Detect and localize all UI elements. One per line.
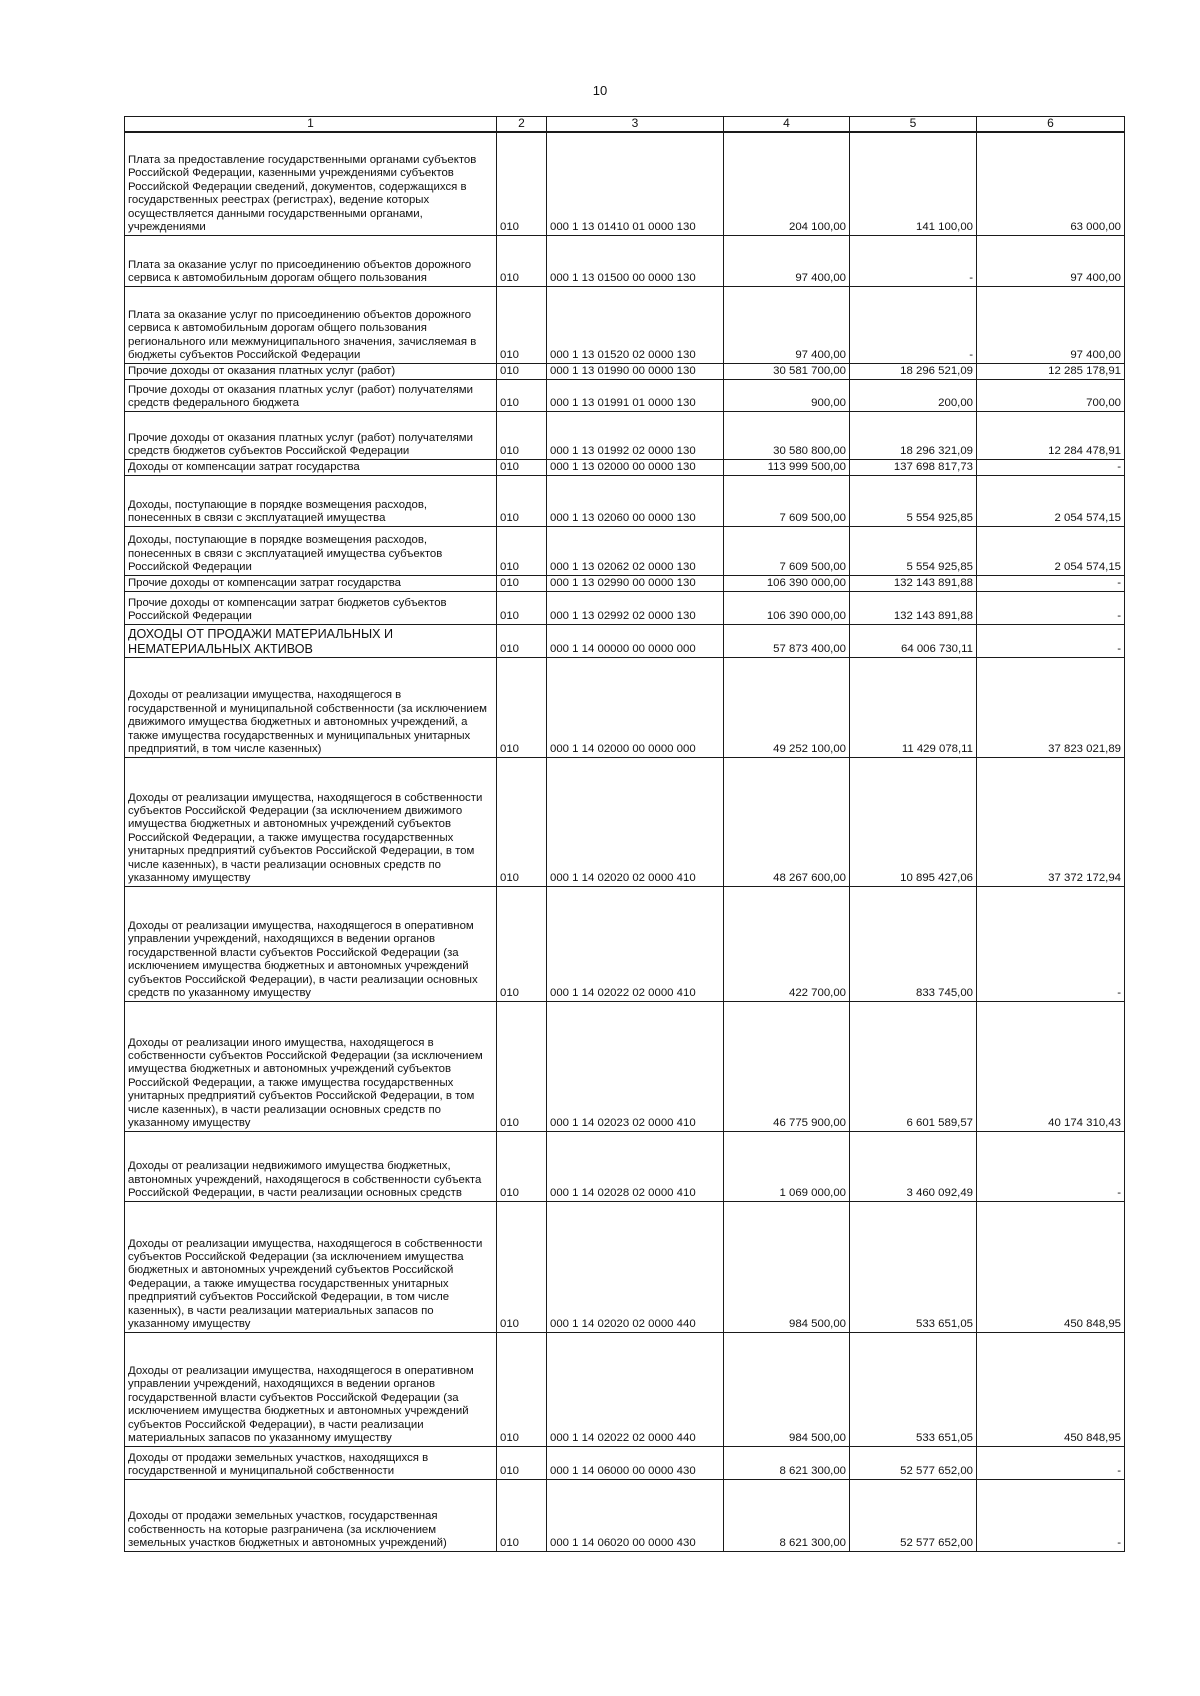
budget-classification-code: 000 1 14 02020 02 0000 410 — [547, 757, 724, 886]
header-col-6: 6 — [977, 117, 1125, 133]
revenue-name: Доходы от продажи земельных участков, находящихся в государственной и муниципальной собственности — [125, 1446, 497, 1479]
line-code: 010 — [497, 1001, 547, 1131]
unexecuted-amount: 97 400,00 — [977, 286, 1125, 363]
table-row — [125, 363, 1125, 379]
table-row — [125, 132, 1125, 235]
table-row — [125, 757, 1125, 886]
line-code: 010 — [497, 411, 547, 459]
header-col-4: 4 — [724, 117, 850, 133]
line-code: 010 — [497, 575, 547, 591]
line-code: 010 — [497, 132, 547, 235]
unexecuted-amount: 63 000,00 — [977, 132, 1125, 235]
line-code: 010 — [497, 379, 547, 411]
revenue-name: Прочие доходы от оказания платных услуг (работ) получателями средств федерального бюджета — [125, 379, 497, 411]
budget-classification-code: 000 1 14 06000 00 0000 430 — [547, 1446, 724, 1479]
line-code: 010 — [497, 1479, 547, 1551]
approved-amount: 30 581 700,00 — [724, 363, 850, 379]
executed-amount: 3 460 092,49 — [850, 1131, 977, 1201]
executed-amount: 64 006 730,11 — [850, 624, 977, 657]
unexecuted-amount: 40 174 310,43 — [977, 1001, 1125, 1131]
unexecuted-amount: 37 823 021,89 — [977, 657, 1125, 757]
line-code: 010 — [497, 657, 547, 757]
revenue-name: Плата за предоставление государственными органами субъектов Российской Федерации, казенными учреждениями субъектов Российской Федерации сведений, документов, содержащихся в государственных реестрах (регистрах), ведение которых осуществляется данными государственными органами, учреждениями — [125, 132, 497, 235]
line-code: 010 — [497, 624, 547, 657]
executed-amount: - — [850, 235, 977, 286]
line-code: 010 — [497, 1131, 547, 1201]
approved-amount: 113 999 500,00 — [724, 459, 850, 475]
approved-amount: 106 390 000,00 — [724, 575, 850, 591]
executed-amount: 137 698 817,73 — [850, 459, 977, 475]
line-code: 010 — [497, 1201, 547, 1332]
approved-amount: 46 775 900,00 — [724, 1001, 850, 1131]
executed-amount: 533 651,05 — [850, 1332, 977, 1446]
executed-amount: 52 577 652,00 — [850, 1479, 977, 1551]
revenue-name: Прочие доходы от компенсации затрат государства — [125, 575, 497, 591]
revenue-name: Доходы от реализации недвижимого имущества бюджетных, автономных учреждений, находящегося в собственности субъекта Российской Федерации, в части реализации основных средств — [125, 1131, 497, 1201]
approved-amount: 984 500,00 — [724, 1201, 850, 1332]
budget-classification-code: 000 1 13 01500 00 0000 130 — [547, 235, 724, 286]
revenue-name: Прочие доходы от оказания платных услуг (работ) — [125, 363, 497, 379]
table-header — [125, 117, 1125, 133]
executed-amount: 533 651,05 — [850, 1201, 977, 1332]
budget-classification-code: 000 1 13 01520 02 0000 130 — [547, 286, 724, 363]
executed-amount: 10 895 427,06 — [850, 757, 977, 886]
line-code: 010 — [497, 459, 547, 475]
revenue-name: Доходы от реализации имущества, находящегося в собственности субъектов Российской Федерации (за исключением имущества бюджетных и автономных учреждений субъектов Российской Федерации, а также имущества государственных унитарных предприятий субъектов Российской Федерации, в том числе казенных), в части реализации материальных запасов по указанному имуществу — [125, 1201, 497, 1332]
revenue-name: Прочие доходы от оказания платных услуг (работ) получателями средств бюджетов субъектов Российской Федерации — [125, 411, 497, 459]
unexecuted-amount: 97 400,00 — [977, 235, 1125, 286]
approved-amount: 422 700,00 — [724, 886, 850, 1001]
table-row — [125, 1446, 1125, 1479]
line-code: 010 — [497, 591, 547, 624]
unexecuted-amount: 2 054 574,15 — [977, 526, 1125, 575]
table-row — [125, 591, 1125, 624]
approved-amount: 48 267 600,00 — [724, 757, 850, 886]
unexecuted-amount: - — [977, 886, 1125, 1001]
table-row — [125, 459, 1125, 475]
executed-amount: - — [850, 286, 977, 363]
table-row — [125, 1332, 1125, 1446]
header-col-1: 1 — [125, 117, 497, 133]
unexecuted-amount: - — [977, 575, 1125, 591]
approved-amount: 900,00 — [724, 379, 850, 411]
line-code: 010 — [497, 235, 547, 286]
header-col-2: 2 — [497, 117, 547, 133]
line-code: 010 — [497, 475, 547, 526]
budget-classification-code: 000 1 14 02028 02 0000 410 — [547, 1131, 724, 1201]
executed-amount: 5 554 925,85 — [850, 526, 977, 575]
executed-amount: 6 601 589,57 — [850, 1001, 977, 1131]
unexecuted-amount: 37 372 172,94 — [977, 757, 1125, 886]
unexecuted-amount: - — [977, 591, 1125, 624]
approved-amount: 97 400,00 — [724, 286, 850, 363]
budget-classification-code: 000 1 14 02000 00 0000 000 — [547, 657, 724, 757]
revenue-name: Доходы от реализации имущества, находящегося в оперативном управлении учреждений, находящихся в ведении органов государственной власти субъектов Российской Федерации (за исключением имущества бюджетных и автономных учреждений субъектов Российской Федерации), в части реализации материальных запасов по указанному имуществу — [125, 1332, 497, 1446]
approved-amount: 984 500,00 — [724, 1332, 850, 1446]
executed-amount: 18 296 521,09 — [850, 363, 977, 379]
budget-classification-code: 000 1 14 02022 02 0000 410 — [547, 886, 724, 1001]
budget-classification-code: 000 1 13 02992 02 0000 130 — [547, 591, 724, 624]
table-row — [125, 624, 1125, 657]
unexecuted-amount: 700,00 — [977, 379, 1125, 411]
table-row — [125, 286, 1125, 363]
revenue-name: Доходы от реализации имущества, находящегося в собственности субъектов Российской Федерации (за исключением движимого имущества бюджетных и автономных учреждений субъектов Российской Федерации, а также имущества государственных унитарных предприятий субъектов Российской Федерации, в том числе казенных), в части реализации основных средств по указанному имуществу — [125, 757, 497, 886]
budget-classification-code: 000 1 14 02020 02 0000 440 — [547, 1201, 724, 1332]
budget-classification-code: 000 1 14 06020 00 0000 430 — [547, 1479, 724, 1551]
unexecuted-amount: - — [977, 1446, 1125, 1479]
executed-amount: 833 745,00 — [850, 886, 977, 1001]
unexecuted-amount: 450 848,95 — [977, 1201, 1125, 1332]
revenue-name: ДОХОДЫ ОТ ПРОДАЖИ МАТЕРИАЛЬНЫХ И НЕМАТЕРИАЛЬНЫХ АКТИВОВ — [125, 624, 497, 657]
line-code: 010 — [497, 363, 547, 379]
unexecuted-amount: 450 848,95 — [977, 1332, 1125, 1446]
budget-classification-code: 000 1 13 01992 02 0000 130 — [547, 411, 724, 459]
approved-amount: 30 580 800,00 — [724, 411, 850, 459]
executed-amount: 11 429 078,11 — [850, 657, 977, 757]
approved-amount: 204 100,00 — [724, 132, 850, 235]
header-col-5: 5 — [850, 117, 977, 133]
unexecuted-amount: - — [977, 1479, 1125, 1551]
unexecuted-amount: - — [977, 1131, 1125, 1201]
line-code: 010 — [497, 286, 547, 363]
table-row — [125, 475, 1125, 526]
table-row — [125, 235, 1125, 286]
budget-classification-code: 000 1 14 00000 00 0000 000 — [547, 624, 724, 657]
executed-amount: 141 100,00 — [850, 132, 977, 235]
table-row — [125, 526, 1125, 575]
budget-classification-code: 000 1 13 01991 01 0000 130 — [547, 379, 724, 411]
revenue-name: Доходы от реализации имущества, находящегося в оперативном управлении учреждений, находящихся в ведении органов государственной власти субъектов Российской Федерации (за исключением имущества бюджетных и автономных учреждений субъектов Российской Федерации), в части реализации основных средств по указанному имуществу — [125, 886, 497, 1001]
revenue-name: Прочие доходы от компенсации затрат бюджетов субъектов Российской Федерации — [125, 591, 497, 624]
approved-amount: 7 609 500,00 — [724, 526, 850, 575]
revenue-name: Доходы, поступающие в порядке возмещения расходов, понесенных в связи с эксплуатацией имущества — [125, 475, 497, 526]
line-code: 010 — [497, 526, 547, 575]
approved-amount: 1 069 000,00 — [724, 1131, 850, 1201]
budget-classification-code: 000 1 14 02023 02 0000 410 — [547, 1001, 724, 1131]
table-row — [125, 575, 1125, 591]
unexecuted-amount: 12 285 178,91 — [977, 363, 1125, 379]
budget-classification-code: 000 1 13 01990 00 0000 130 — [547, 363, 724, 379]
budget-classification-code: 000 1 13 02062 02 0000 130 — [547, 526, 724, 575]
line-code: 010 — [497, 757, 547, 886]
revenue-name: Плата за оказание услуг по присоединению объектов дорожного сервиса к автомобильным дорогам общего пользования — [125, 235, 497, 286]
table-row — [125, 1479, 1125, 1551]
table-row — [125, 1131, 1125, 1201]
line-code: 010 — [497, 1332, 547, 1446]
budget-classification-code: 000 1 13 02060 00 0000 130 — [547, 475, 724, 526]
unexecuted-amount: - — [977, 459, 1125, 475]
unexecuted-amount: - — [977, 624, 1125, 657]
table-body — [125, 132, 1125, 1551]
revenue-name: Доходы от компенсации затрат государства — [125, 459, 497, 475]
approved-amount: 49 252 100,00 — [724, 657, 850, 757]
revenue-name: Плата за оказание услуг по присоединению объектов дорожного сервиса к автомобильным дорогам общего пользования регионального или межмуниципального значения, зачисляемая в бюджеты субъектов Российской Федерации — [125, 286, 497, 363]
unexecuted-amount: 12 284 478,91 — [977, 411, 1125, 459]
header-row — [125, 117, 1125, 133]
table-row — [125, 379, 1125, 411]
approved-amount: 8 621 300,00 — [724, 1479, 850, 1551]
executed-amount: 5 554 925,85 — [850, 475, 977, 526]
table-row — [125, 1201, 1125, 1332]
revenue-name: Доходы от реализации имущества, находящегося в государственной и муниципальной собственности (за исключением движимого имущества бюджетных и автономных учреждений, а также имущества государственных и муниципальных унитарных предприятий, в том числе казенных) — [125, 657, 497, 757]
table-row — [125, 411, 1125, 459]
budget-classification-code: 000 1 13 02000 00 0000 130 — [547, 459, 724, 475]
approved-amount: 106 390 000,00 — [724, 591, 850, 624]
table-row — [125, 657, 1125, 757]
approved-amount: 7 609 500,00 — [724, 475, 850, 526]
revenue-name: Доходы от продажи земельных участков, государственная собственность на которые разграничена (за исключением земельных участков бюджетных и автономных учреждений) — [125, 1479, 497, 1551]
unexecuted-amount: 2 054 574,15 — [977, 475, 1125, 526]
executed-amount: 200,00 — [850, 379, 977, 411]
executed-amount: 18 296 321,09 — [850, 411, 977, 459]
line-code: 010 — [497, 886, 547, 1001]
budget-classification-code: 000 1 13 01410 01 0000 130 — [547, 132, 724, 235]
page-number: 10 — [592, 83, 608, 98]
line-code: 010 — [497, 1446, 547, 1479]
revenue-name: Доходы от реализации иного имущества, находящегося в собственности субъектов Российской Федерации (за исключением имущества бюджетных и автономных учреждений субъектов Российской Федерации, а также имущества государственных унитарных предприятий субъектов Российской Федерации, в том числе казенных), в части реализации основных средств по указанному имуществу — [125, 1001, 497, 1131]
budget-classification-code: 000 1 13 02990 00 0000 130 — [547, 575, 724, 591]
budget-classification-code: 000 1 14 02022 02 0000 440 — [547, 1332, 724, 1446]
executed-amount: 132 143 891,88 — [850, 575, 977, 591]
revenue-name: Доходы, поступающие в порядке возмещения расходов, понесенных в связи с эксплуатацией имущества субъектов Российской Федерации — [125, 526, 497, 575]
executed-amount: 52 577 652,00 — [850, 1446, 977, 1479]
approved-amount: 57 873 400,00 — [724, 624, 850, 657]
approved-amount: 8 621 300,00 — [724, 1446, 850, 1479]
approved-amount: 97 400,00 — [724, 235, 850, 286]
header-col-3: 3 — [547, 117, 724, 133]
table-row — [125, 886, 1125, 1001]
executed-amount: 132 143 891,88 — [850, 591, 977, 624]
table-row — [125, 1001, 1125, 1131]
revenue-table — [124, 116, 1125, 1552]
